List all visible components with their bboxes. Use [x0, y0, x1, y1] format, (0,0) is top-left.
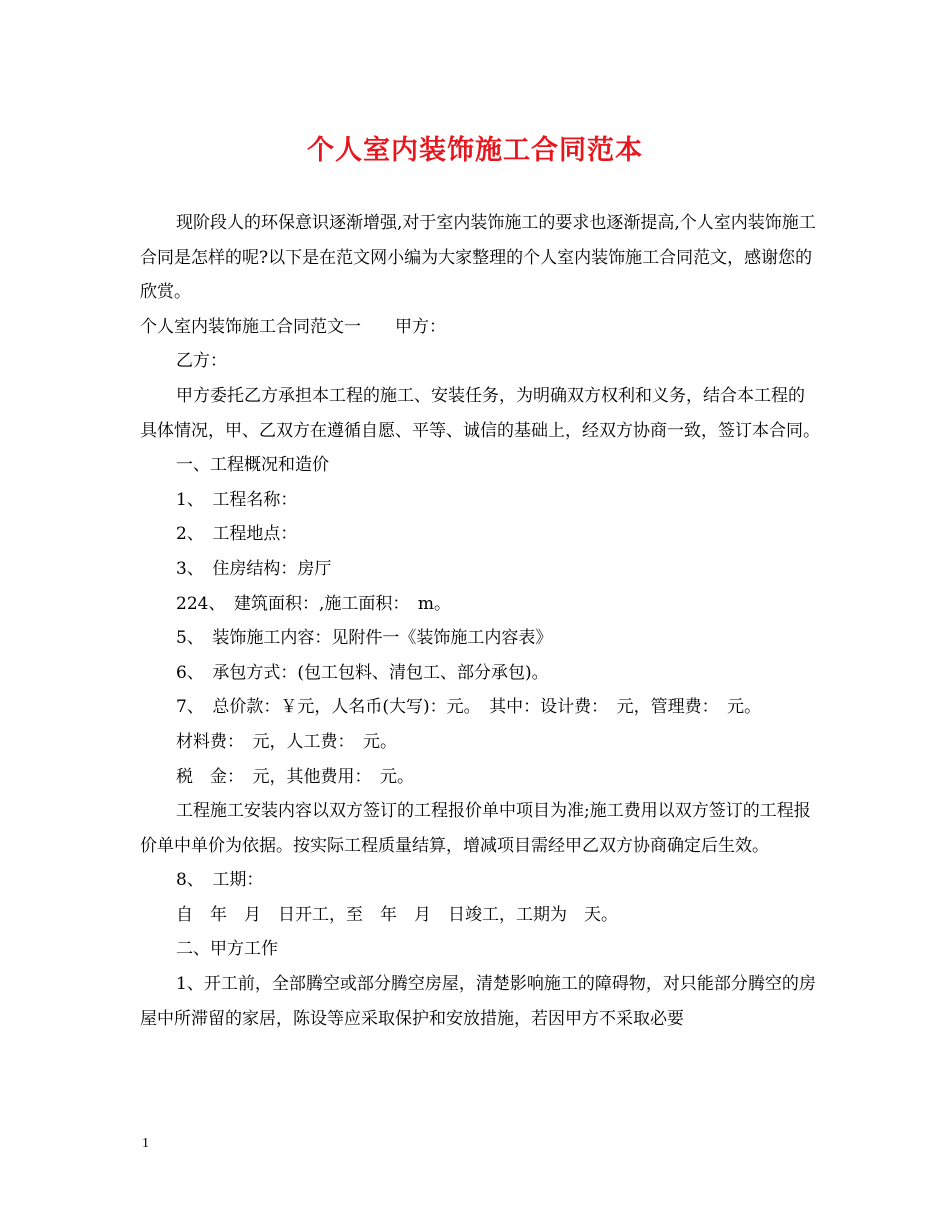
commission-paragraph: 甲方委托乙方承担本工程的施工、安装任务，为明确双方权利和义务，结合本工程的具体情况，甲、乙双方在遵循自愿、平等、诚信的基础上，经双方协商一致，签订本合同。 [140, 385, 820, 441]
clause-project-location: 2、 工程地点： [176, 524, 298, 545]
page-number: 1 [142, 1136, 149, 1151]
duration-dates: 自 年 月 日开工，至 年 月 日竣工，工期为 天。 [176, 904, 618, 925]
section-heading-2: 二、甲方工作 [176, 939, 278, 960]
clause-material-fee: 材料费： 元，人工费： 元。 [176, 731, 397, 752]
document-title: 个人室内装饰施工合同范本 [307, 135, 643, 166]
party-a-line: 个人室内装饰施工合同范文一 甲方： [140, 316, 446, 337]
document-body [140, 206, 820, 1036]
clause-content: 5、 装饰施工内容：见附件一《装饰施工内容表》 [176, 628, 553, 649]
clause-structure: 3、 住房结构：房厅 [176, 558, 332, 579]
clause-total-price: 7、 总价款：￥元，人名币(大写)：元。 其中：设计费： 元，管理费： 元。 [176, 697, 762, 718]
section-heading-1: 一、工程概况和造价 [176, 455, 329, 476]
pricing-paragraph: 工程施工安装内容以双方签订的工程报价单中项目为准;施工费用以双方签订的工程报价单中单价为依据。按实际工程质量结算，增减项目需经甲乙双方协商确定后生效。 [140, 801, 811, 856]
intro-paragraph: 现阶段人的环保意识逐渐增强,对于室内装饰施工的要求也逐渐提高,个人室内装饰施工合同是怎样的呢?以下是在范文网小编为大家整理的个人室内装饰施工合同范文，感谢您的欣赏。 [140, 213, 816, 303]
clause-duration: 8、 工期： [176, 870, 264, 891]
clause-project-name: 1、 工程名称： [176, 489, 298, 510]
party-b-line: 乙方： [176, 351, 227, 372]
clause-tax: 税 金： 元，其他费用： 元。 [176, 766, 414, 787]
clause-contract-mode: 6、 承包方式：(包工包料、清包工、部分承包)。 [176, 662, 549, 683]
clause-area: 224、 建筑面积：,施工面积： m。 [176, 593, 451, 614]
party-a-duty-1: 1、开工前，全部腾空或部分腾空房屋，清楚影响施工的障碍物，对只能部分腾空的房屋中所滞留的家居，陈设等应采取保护和安放措施，若因甲方不采取必要 [140, 974, 816, 1029]
